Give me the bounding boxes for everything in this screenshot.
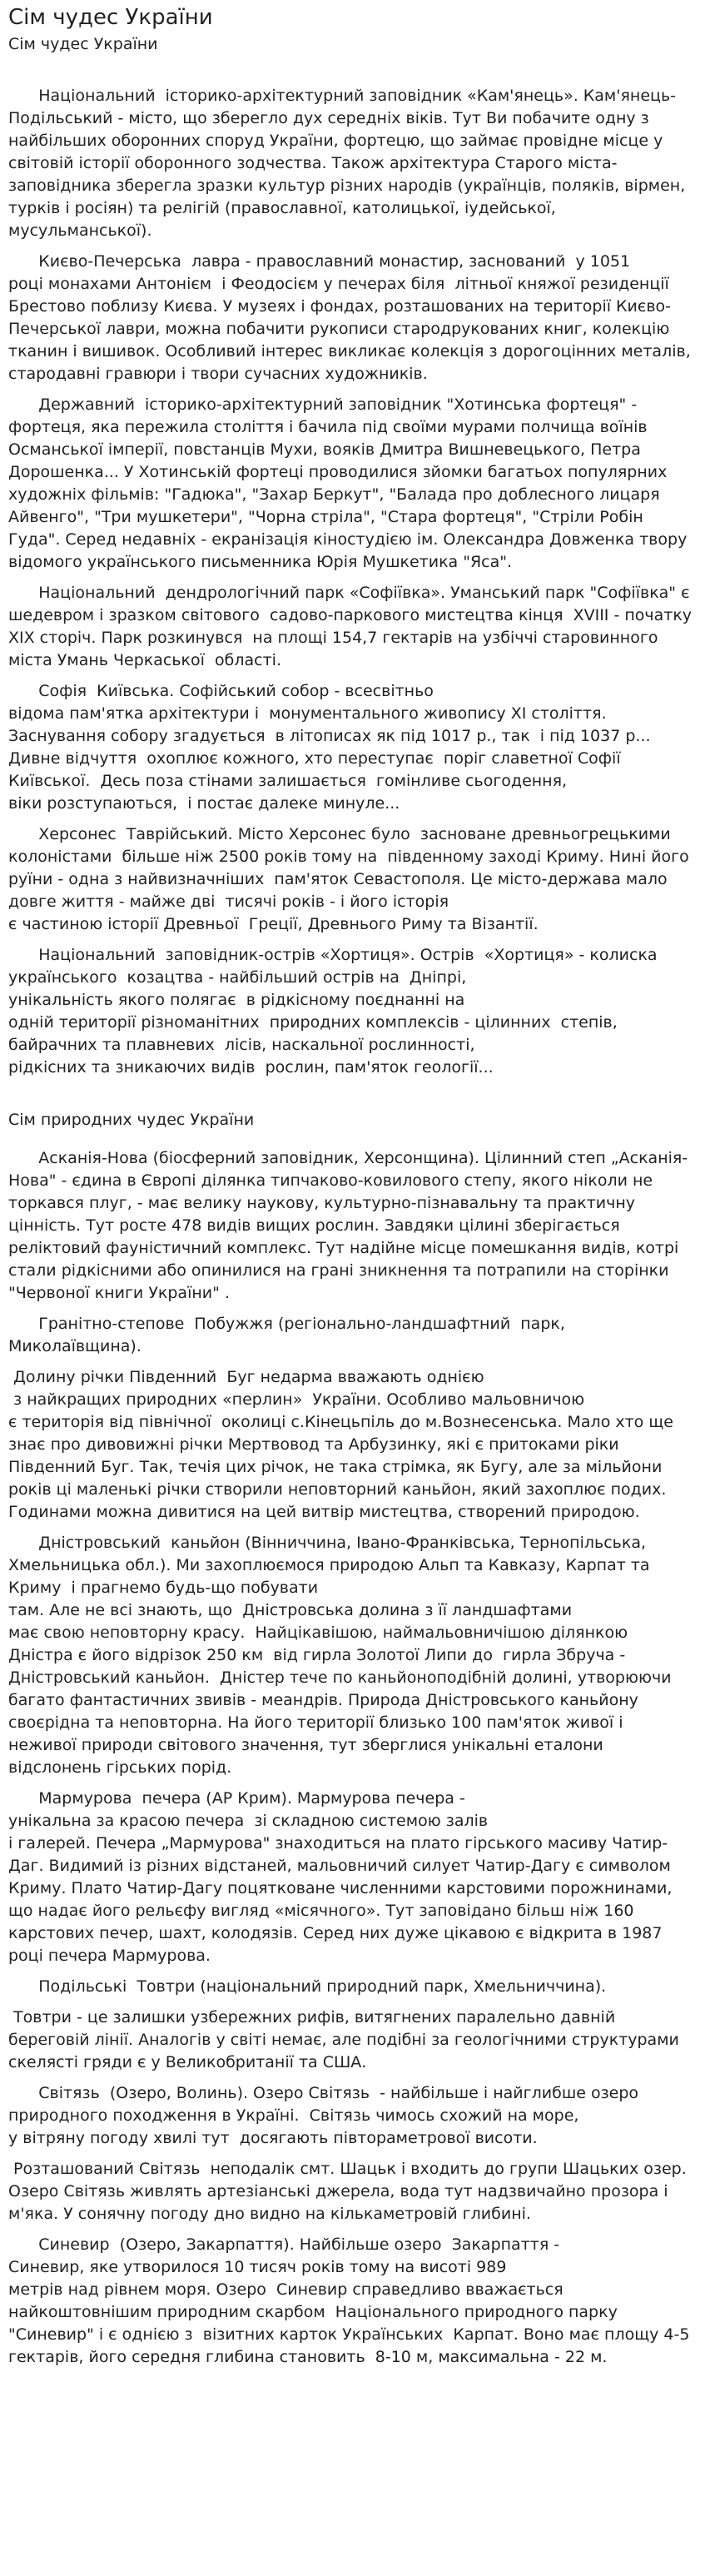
section-seven-wonders	[8, 85, 698, 1079]
paragraph-chersonesos: Херсонес Таврійський. Місто Херсонес було засноване древньогрецькими колоністами більше ніж 2500 років тому на південному заході Криму. Нині його руїни - одна з найвизначніших пам'яток Севастополя. Це місто-держава мало довге життя - майже дві тисячі років - і його історія є частиною історії Древньої Греції, Древнього Риму та Візантії.	[8, 825, 689, 933]
paragraph-pobuzhzhia-title: Гранітно-степове Побужжя (регіонально-ландшафтний парк, Миколаївщина).	[8, 1315, 570, 1355]
paragraph-askania-nova: Асканія-Нова (біосферний заповідник, Херсонщина). Цілинний степ „Асканія-Нова" - єдина в Європі ділянка типчаково-ковилового степу, якого ніколи не торкався плуг, - має велику наукову, культурно-пізнавальну та практичну цінність. Тут росте 478 видів вищих рослин. Завдяки цілині зберігається реліктовий фауністичний комплекс. Тут надійне місце помешкання видів, котрі стали рідкісними або опинилися на грані зникнення та потрапили на сторінки "Червоної книги України" .	[8, 1149, 688, 1302]
paragraph-svitiaz-location: Розташований Світязь неподалік смт. Шацьк і входить до групи Шацьких озер. Озеро Світязь живлять артезіанські джерела, вода тут надзвичайно прозора і м'яка. У сонячну погоду дно видно на кількаметровій глибині.	[8, 2160, 692, 2223]
paragraph-khortytsia: Національний заповідник-острів «Хортиця». Острів «Хортиця» - колиска українського козацтва - найбільший острів на Дніпрі, унікальність якого полягає в рідкісному поєднанні на одній території різноманітних природних комплексів - цілинних степів, байрачних та плавневих лісів, наскальної рослинності, рідкісних та зникаючих видів рослин, пам'яток геології...	[8, 946, 658, 1077]
paragraph-synevyr: Синевир (Озеро, Закарпаття). Найбільше озеро Закарпаття - Синевир, яке утворилося 10 тисяч років тому на висоті 989 метрів над рівнем моря. Озеро Синевир справедливо вважається найкоштовнішим природним скарбом Національного природного парку "Синевир" і є однією з візитних карток Українських Карпат. Воно має площу 4-5 гектарів, його середня глибина становить 8-10 м, максимальна - 22 м.	[8, 2235, 690, 2366]
paragraph-lavra: Києво-Печерська лавра - православний монастир, заснований у 1051 році монахами Антонієм і Феодосієм у печерах біля літньої княжої резиденції Брестово поблизу Києва. У музеях і фондах, розташованих на території Києво-Печерської лаври, можна побачити рукописи стародрукованих книг, колекцію тканин і вишивок. Особливий інтерес викликає колекція з дорогоцінних металів, стародавні гравюри і твори сучасних художників.	[8, 252, 691, 383]
page-title: Сім чудес України	[8, 5, 213, 30]
paragraph-svitiaz: Світязь (Озеро, Волинь). Озеро Світязь - найбільше і найглибше озеро природного походження в Україні. Світязь чимось схожий на море, у вітряну погоду хвилі тут досягають півтораметрової висоти.	[8, 2084, 639, 2147]
paragraph-tovtry-title: Подільські Товтри (національний природний парк, Хмельниччина).	[8, 1977, 607, 1996]
paragraph-khotyn: Державний історико-архітектурний заповідник "Хотинська фортеця" - фортеця, яка пережила століття і бачила під своїми мурами полчища воїнів Османської імперії, повстанців Мухи, вояків Дмитра Вишневецького, Петра Дорошенка... У Хотинській фортеці проводилися зйомки багатьох популярних художніх фільмів: "Гадюка", "Захар Беркут", "Балада про доблесного лицаря Айвенго", "Три мушкетери", "Чорна стріла", "Стара фортеця", "Стріли Робін Гуда". Серед недавніх - екранізація кіностудією ім. Олександра Довженка твору відомого українського письменника Юрія Мушкетика "Яса".	[8, 395, 693, 571]
paragraph-kamianets: Національний історико-архітектурний заповідник «Кам'янець». Кам'янець-Подільський - місто, що зберегло дух середніх віків. Тут Ви побачите одну з найбільших оборонних споруд України, фортецю, що займає провідне місце у світовій історії оборонного зодчества. Також архітектура Старого міста-заповідника зберегла зразки культур різних народів (українців, поляків, вірмен, турків і росіян) та релігій (православної, католицької, іудейської, мусульманської).	[8, 87, 691, 240]
page-subtitle: Сім чудес України	[8, 35, 158, 53]
paragraph-dniester-canyon: Дністровський каньйон (Вінниччина, Івано-Франківська, Тернопільська, Хмельницька обл.). Ми захоплюємося природою Альп та Кавказу, Карпат та Криму і прагнемо будь-що побувати там. Але не всі знають, що Дністровська долина з її ландшафтами має свою неповторну красу. Найцікавішою, наймальовничішою ділянкою Дністра є його відрізок 250 км від гирла Золотої Липи до гирла Збруча - Дністровський каньйон. Дністер тече по каньйоноподібній долині, утворюючи багато фантастичних звивів - меандрів. Природа Дністровського каньйону своєрідна та неповторна. На його території близько 100 пам'яток живої і неживої природи світового значення, тут зберглися унікальні еталони відслонень гірських порід.	[8, 1534, 672, 1777]
paragraph-sofia-kyivska: Софія Київська. Софійський собор - всесвітньо відома пам'ятка архітектури і монументального живопису XI століття. Заснування собору згадується в літописах як під 1017 р., так і під 1037 р... Дивне відчуття охоплює кожного, хто переступає поріг славетної Софії Київської. Десь поза стінами залишається гомінливе сьогодення, віки розступаються, і постає далеке минуле...	[8, 682, 651, 813]
section-heading: Сім природних чудес України	[8, 1111, 255, 1129]
paragraph-marble-cave: Мармурова печера (АР Крим). Мармурова печера - унікальна за красою печера зі складною системою залів і галерей. Печера „Мармурова" знаходиться на плато гірського масиву Чатир-Даг. Видимий із різних відстаней, мальовничий силует Чатир-Дагу є символом Криму. Плато Чатир-Дагу поцятковане численними карстовими порожнинами, що надає його рельєфу вигляд «місячного». Тут заповідано більш ніж 160 карстових печер, шахт, колодязів. Серед них дуже цікавою є відкрита в 1987 році печера Мармурова.	[8, 1789, 673, 1965]
paragraph-pivdennyi-buh: Долину річки Південний Буг недарма вважають однією з найкращих природних «перлин» України. Особливо мальовничою є територія від північної околиці с.Кінецьпіль до м.Вознесенська. Мало хто ще знає про дивовижні річки Мертвовод та Арбузинку, які є притоками ріки Південний Буг. Так, течія цих річок, не така стрімка, як Бугу, але за мільйони років ці маленькі річки створили неповторний каньйон, який захоплює подих. Годинами можна дивитися на цей витвір мистецтва, створений природою.	[8, 1368, 673, 1521]
paragraph-tovtry: Товтри - це залишки узбережних рифів, витягнених паралельно давній береговій лінії. Аналогів у світі немає, але подібні за геологічними структурами скелясті гряди є у Великобританії та США.	[8, 2008, 684, 2071]
paragraph-sofiyivka: Національний дендрологічний парк «Софіївка». Уманський парк "Софіївка" є шедевром і зразком світового садово-паркового мистецтва кінця XVIII - початку XIX сторіч. Парк розкинувся на площі 154,7 гектарів на узбіччі старовинного міста Умань Черкаської області.	[8, 584, 698, 669]
section-natural-wonders	[8, 1109, 694, 2369]
